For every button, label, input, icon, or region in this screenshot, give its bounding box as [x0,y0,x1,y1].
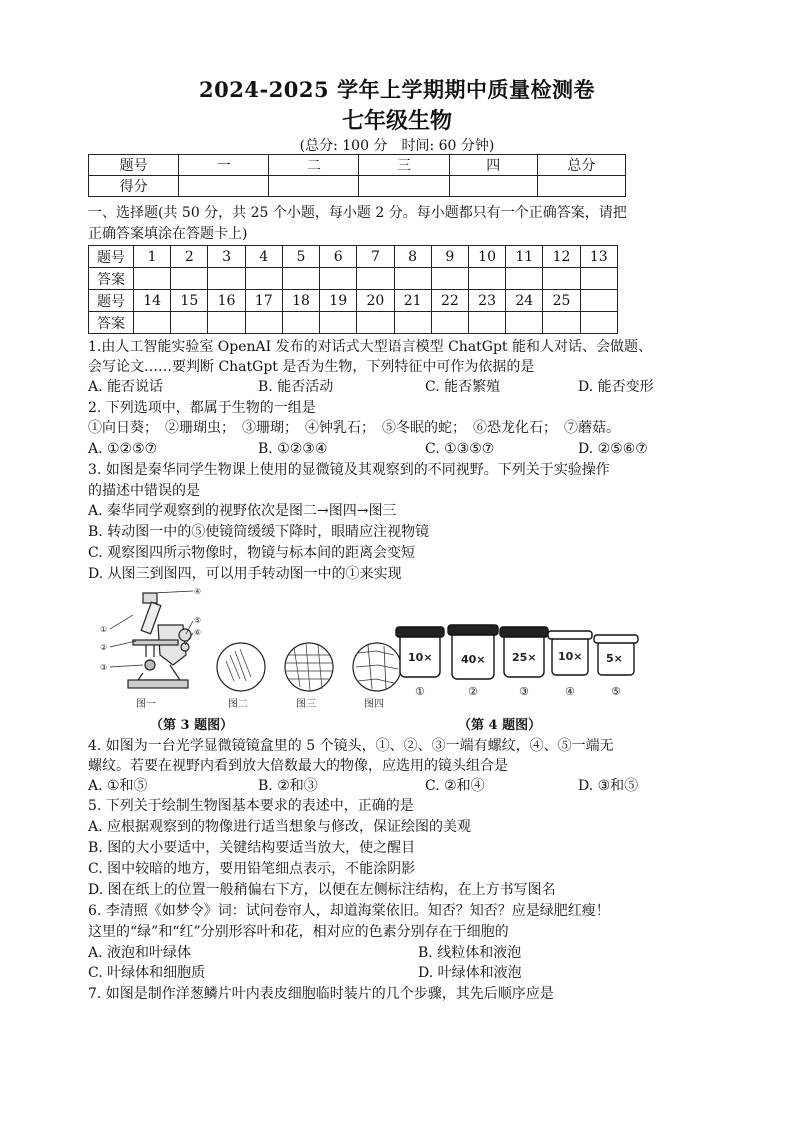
answer-q-row [89,246,618,268]
score-cell: 题号 [89,155,179,176]
answer-cell[interactable] [134,312,171,334]
q-number: 6 [320,246,357,268]
q-number: 5 [282,246,319,268]
question-6-stem: 这里的“绿”和“红”分别形容叶和花，相对应的色素分别存在于细胞的 [88,924,509,940]
fig-label-1: 图一 [136,699,156,710]
view-2 [217,643,265,691]
q3-option-a[interactable]: A. 秦华同学观察到的视野依次是图二→图四→图三 [88,503,397,519]
scope-label: ⑥ [194,628,202,637]
q5-option-d[interactable]: D. 图在纸上的位置一般稍偏右下方，以便在左侧标注结构，在上方书写图名 [88,882,556,898]
answer-cell[interactable] [171,268,208,290]
score-input-cell[interactable] [179,176,269,197]
q-number: 13 [580,246,617,268]
q-number: 9 [431,246,468,268]
answer-cell[interactable] [580,268,617,290]
question-1-stem: 会写论文……要判断 ChatGpt 是否为生物，下列特征中可作为依据的是 [88,359,535,375]
q-number: 21 [394,290,431,312]
q1-option-b[interactable]: B. 能否活动 [258,379,334,395]
q1-option-a[interactable]: A. 能否说话 [88,379,164,395]
row-label: 题号 [89,290,134,312]
answer-cell[interactable] [208,268,245,290]
answer-cell[interactable] [468,312,505,334]
q2-option-c[interactable]: C. ①③⑤⑦ [425,441,495,457]
score-input-cell[interactable] [269,176,359,197]
lens-number: ④ [565,685,575,698]
answer-cell[interactable] [431,268,468,290]
question-4-stem: 螺纹。若要在视野内看到放大倍数最大的物像，应选用的镜头组合是 [88,758,508,774]
scope-label: ③ [100,663,108,672]
q4-option-b[interactable]: B. ②和③ [258,778,318,794]
lens-mark: 25× [512,651,537,664]
score-value-row [89,176,626,197]
answer-q-row [89,290,618,312]
answer-table [88,245,618,334]
lens-number: ⑤ [611,685,621,698]
q4-option-d[interactable]: D. ③和⑤ [578,778,639,794]
score-cell: 一 [179,155,269,176]
score-table [88,154,626,197]
answer-cell[interactable] [580,312,617,334]
q-number: 15 [171,290,208,312]
q-number: 19 [320,290,357,312]
answer-cell[interactable] [357,312,394,334]
q-number: 10 [468,246,505,268]
view-3 [285,643,333,691]
q3-option-c[interactable]: C. 观察图四所示物像时，物镜与标本间的距离会变短 [88,545,416,561]
exam-meta: (总分: 100 分 时间: 60 分钟) [299,138,495,154]
lens-number: ③ [519,685,529,698]
score-input-cell[interactable] [537,176,625,197]
scope-label: ④ [194,587,202,596]
q-number: 2 [171,246,208,268]
score-header-row [89,155,626,176]
q3-option-b[interactable]: B. 转动图一中的⑤使镜筒缓缓下降时，眼睛应注视物镜 [88,524,430,540]
scope-label: ② [100,643,108,652]
question-2-stem: 2. 下列选项中，都属于生物的一组是 [88,400,316,416]
score-cell: 得分 [89,176,179,197]
question-2-items: ①向日葵； ②珊瑚虫； ③珊瑚； ④钟乳石； ⑤冬眠的蛇； ⑥恐龙化石； ⑦蘑菇。 [88,420,620,436]
q2-option-d[interactable]: D. ②⑤⑥⑦ [578,441,648,457]
answer-cell[interactable] [208,312,245,334]
exam-title: 2024-2025 学年上学期期中质量检测卷 [199,77,595,102]
lens-mark: 5× [606,652,623,665]
figure-3-caption: （第 3 题图） [150,718,234,733]
answer-cell[interactable] [394,312,431,334]
q-number: 24 [506,290,543,312]
answer-cell[interactable] [543,312,580,334]
q6-option-b[interactable]: B. 线粒体和液泡 [418,945,522,961]
q-number: 1 [134,246,171,268]
lens-mark: 10× [408,651,433,664]
q6-option-c[interactable]: C. 叶绿体和细胞质 [88,965,206,981]
scope-label: ① [100,625,108,634]
q-number: 8 [394,246,431,268]
q6-option-a[interactable]: A. 液泡和叶绿体 [88,945,192,961]
question-3-stem: 3. 如图是秦华同学生物课上使用的显微镜及其观察到的不同视野。下列关于实验操作 [88,462,610,478]
answer-cell[interactable] [431,312,468,334]
q-number: 14 [134,290,171,312]
q1-option-c[interactable]: C. 能否繁殖 [425,379,501,395]
score-input-cell[interactable] [449,176,537,197]
q4-option-a[interactable]: A. ①和⑤ [88,778,148,794]
answer-cell[interactable] [245,312,282,334]
answer-cell[interactable] [134,268,171,290]
lens-number: ① [415,685,425,698]
fig-label-4: 图四 [364,699,384,710]
lens-mark: 10× [558,650,583,663]
score-input-cell[interactable] [359,176,449,197]
answer-a-row [89,312,618,334]
figure-svg [88,585,648,715]
answer-cell[interactable] [282,312,319,334]
lens-number: ② [468,685,478,698]
answer-cell[interactable] [394,268,431,290]
question-6-stem: 6. 李清照《如梦令》词：试问卷帘人，却道海棠依旧。知否？知否？应是绿肥红瘦！ [88,903,610,919]
q2-option-b[interactable]: B. ①②③④ [258,441,328,457]
q-number: 23 [468,290,505,312]
answer-cell[interactable] [468,268,505,290]
score-cell: 总分 [537,155,625,176]
q-number: 25 [543,290,580,312]
fig-label-3: 图三 [296,699,316,710]
question-3-stem: 的描述中错误的是 [88,483,200,499]
answer-cell[interactable] [543,268,580,290]
q5-option-a[interactable]: A. 应根据观察到的物像进行适当想象与修改，保证绘图的美观 [88,819,472,835]
q-number: 7 [357,246,394,268]
row-label: 答案 [89,268,134,290]
answer-cell[interactable] [245,268,282,290]
q2-option-a[interactable]: A. ①②⑤⑦ [88,441,158,457]
question-1-stem: 1.由人工智能实验室 OpenAI 发布的对话式大型语言模型 ChatGpt 能和人对话、会做题、 [88,339,653,355]
figure-microscope-and-lenses [88,585,648,735]
answer-cell[interactable] [171,312,208,334]
q-number [580,290,617,312]
figure-4-caption: （第 4 题图） [458,718,542,733]
section-instruction: 正确答案填涂在答题卡上) [88,226,248,242]
lens-mark: 40× [461,653,486,666]
answer-cell[interactable] [506,312,543,334]
answer-cell[interactable] [282,268,319,290]
microscope-drawing [128,593,191,688]
q-number: 12 [543,246,580,268]
answer-cell[interactable] [506,268,543,290]
q4-option-c[interactable]: C. ②和④ [425,778,485,794]
q-number: 3 [208,246,245,268]
q6-option-d[interactable]: D. 叶绿体和液泡 [418,965,522,981]
q-number: 17 [245,290,282,312]
q5-option-b[interactable]: B. 图的大小要适中，关键结构要适当放大，使之醒目 [88,840,416,856]
q-number: 18 [282,290,319,312]
score-cell: 四 [449,155,537,176]
q-number: 22 [431,290,468,312]
scope-label: ⑤ [194,616,202,625]
question-4-stem: 4. 如图为一台光学显微镜镜盒里的 5 个镜头，①、②、③一端有螺纹，④、⑤一端无 [88,738,614,754]
row-label: 答案 [89,312,134,334]
q-number: 11 [506,246,543,268]
answer-cell[interactable] [357,268,394,290]
row-label: 题号 [89,246,134,268]
q1-option-d[interactable]: D. 能否变形 [578,379,654,395]
view-4 [353,643,401,691]
q3-option-d[interactable]: D. 从图三到图四，可以用手转动图一中的①来实现 [88,566,402,582]
score-cell: 三 [359,155,449,176]
answer-cell[interactable] [320,268,357,290]
exam-subject: 七年级生物 [341,108,452,134]
question-5-stem: 5. 下列关于绘制生物图基本要求的表述中，正确的是 [88,798,414,814]
answer-cell[interactable] [320,312,357,334]
q-number: 16 [208,290,245,312]
score-cell: 二 [269,155,359,176]
q5-option-c[interactable]: C. 图中较暗的地方，要用铅笔细点表示，不能涂阴影 [88,861,416,877]
q-number: 4 [245,246,282,268]
question-7-stem: 7. 如图是制作洋葱鳞片叶内表皮细胞临时装片的几个步骤，其先后顺序应是 [88,986,554,1002]
q-number: 20 [357,290,394,312]
answer-a-row [89,268,618,290]
section-instruction: 一、选择题(共 50 分，共 25 个小题，每小题 2 分。每小题都只有一个正确答案，请把 [88,205,627,221]
fig-label-2: 图二 [228,699,248,710]
